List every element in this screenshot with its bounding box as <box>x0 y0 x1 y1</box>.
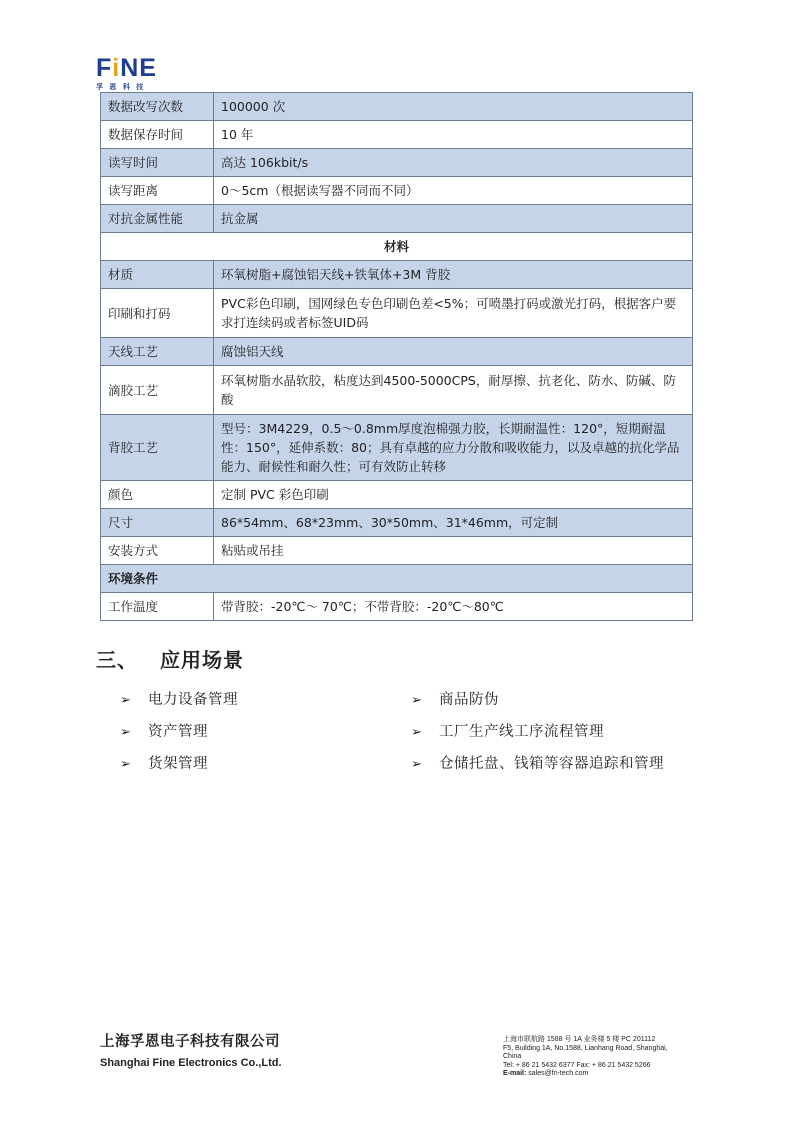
list-item: ➢ 仓储托盘、钱箱等容器追踪和管理 <box>411 756 664 772</box>
row-label: 对抗金属性能 <box>101 205 214 233</box>
phone-fax: Tel: + 86 21 5432 6377 Fax: + 86 21 5432 5266 <box>503 1061 651 1069</box>
arrow-bullet-icon: ➢ <box>120 725 132 740</box>
row-label: 颜色 <box>101 481 214 509</box>
table-row <box>101 289 693 338</box>
email-line: E-mail: sales@fn-tech.com <box>503 1070 589 1078</box>
list-item: ➢ 电力设备管理 <box>120 692 238 708</box>
row-label: 材质 <box>101 261 214 289</box>
row-value: 高达 106kbit/s <box>214 149 693 177</box>
footer-contact <box>503 1036 668 1079</box>
table-row <box>101 415 693 481</box>
table-row <box>101 149 693 177</box>
list-item: ➢ 商品防伪 <box>411 692 499 708</box>
table-row <box>101 509 693 537</box>
section-row <box>101 565 693 593</box>
row-value: 定制 PVC 彩色印刷 <box>214 481 693 509</box>
table-row <box>101 338 693 366</box>
address-en-line1: F5, Building 1A, No.1588, Lianhang Road, Shanghai, <box>503 1044 668 1052</box>
row-value: 0～5cm（根据读写器不同而不同） <box>214 177 693 205</box>
row-value: 抗金属 <box>214 205 693 233</box>
table-row <box>101 537 693 565</box>
table-row <box>101 121 693 149</box>
table-row <box>101 93 693 121</box>
row-value: PVC彩色印刷，国网绿色专色印刷色差<5%；可喷墨打码或激光打码，根据客户要求打连续码或者标签UID码 <box>214 289 693 338</box>
row-label: 数据改写次数 <box>101 93 214 121</box>
table-row <box>101 261 693 289</box>
table-row <box>101 593 693 621</box>
table-row <box>101 205 693 233</box>
company-logo <box>96 56 162 96</box>
section-number: 三、 <box>96 648 138 672</box>
row-value: 环氧树脂水晶软胶，粘度达到4500-5000CPS，耐厚擦、抗老化、防水、防碱、防酸 <box>214 366 693 415</box>
table-row <box>101 177 693 205</box>
address-cn: 上海市联航路 1588 号 1A 业务楼 5 楼 PC 201112 <box>503 1036 656 1043</box>
row-label: 天线工艺 <box>101 338 214 366</box>
spec-table <box>100 92 693 621</box>
arrow-bullet-icon: ➢ <box>411 693 423 708</box>
company-name-en: Shanghai Fine Electronics Co.,Ltd. <box>100 1057 282 1069</box>
footer-company <box>100 1030 282 1069</box>
row-label: 读写时间 <box>101 149 214 177</box>
section-title: 应用场景 <box>160 648 244 672</box>
row-value: 86*54mm、68*23mm、30*50mm、31*46mm，可定制 <box>214 509 693 537</box>
row-value: 100000 次 <box>214 93 693 121</box>
list-item: ➢ 货架管理 <box>120 756 208 772</box>
company-name-cn: 上海孚恩电子科技有限公司 <box>100 1034 280 1050</box>
section-label: 材料 <box>101 233 693 261</box>
row-label: 数据保存时间 <box>101 121 214 149</box>
section-label: 环境条件 <box>101 565 693 593</box>
row-value: 腐蚀铝天线 <box>214 338 693 366</box>
arrow-bullet-icon: ➢ <box>120 693 132 708</box>
row-value: 型号：3M4229，0.5～0.8mm厚度泡棉强力胶，长期耐温性：120°，短期耐温性：150°，延伸系数：80；具有卓越的应力分散和吸收能力，以及卓越的抗化学品能力、耐候性和耐久性；可有效防止转移 <box>214 415 693 481</box>
arrow-bullet-icon: ➢ <box>411 757 423 772</box>
list-item: ➢ 工厂生产线工序流程管理 <box>411 724 604 740</box>
row-label: 安装方式 <box>101 537 214 565</box>
row-value: 带背胶：-20℃～ 70℃；不带背胶：-20℃～80℃ <box>214 593 693 621</box>
row-label: 滴胶工艺 <box>101 366 214 415</box>
logo-wordmark: FiNE <box>96 54 157 82</box>
arrow-bullet-icon: ➢ <box>120 757 132 772</box>
row-label: 尺寸 <box>101 509 214 537</box>
row-value: 环氧树脂+腐蚀铝天线+铁氧体+3M 背胶 <box>214 261 693 289</box>
address-en-line2: China <box>503 1053 522 1061</box>
row-label: 背胶工艺 <box>101 415 214 481</box>
email-link[interactable]: sales@fn-tech.com <box>528 1070 589 1078</box>
list-item: ➢ 资产管理 <box>120 724 208 740</box>
logo-subtitle: 孚 恩 科 技 <box>96 83 146 91</box>
row-value: 10 年 <box>214 121 693 149</box>
table-row <box>101 481 693 509</box>
table-row <box>101 366 693 415</box>
section-row <box>101 233 693 261</box>
row-value: 粘贴或吊挂 <box>214 537 693 565</box>
row-label: 印刷和打码 <box>101 289 214 338</box>
section-heading <box>96 644 244 673</box>
row-label: 工作温度 <box>101 593 214 621</box>
arrow-bullet-icon: ➢ <box>411 725 423 740</box>
row-label: 读写距离 <box>101 177 214 205</box>
